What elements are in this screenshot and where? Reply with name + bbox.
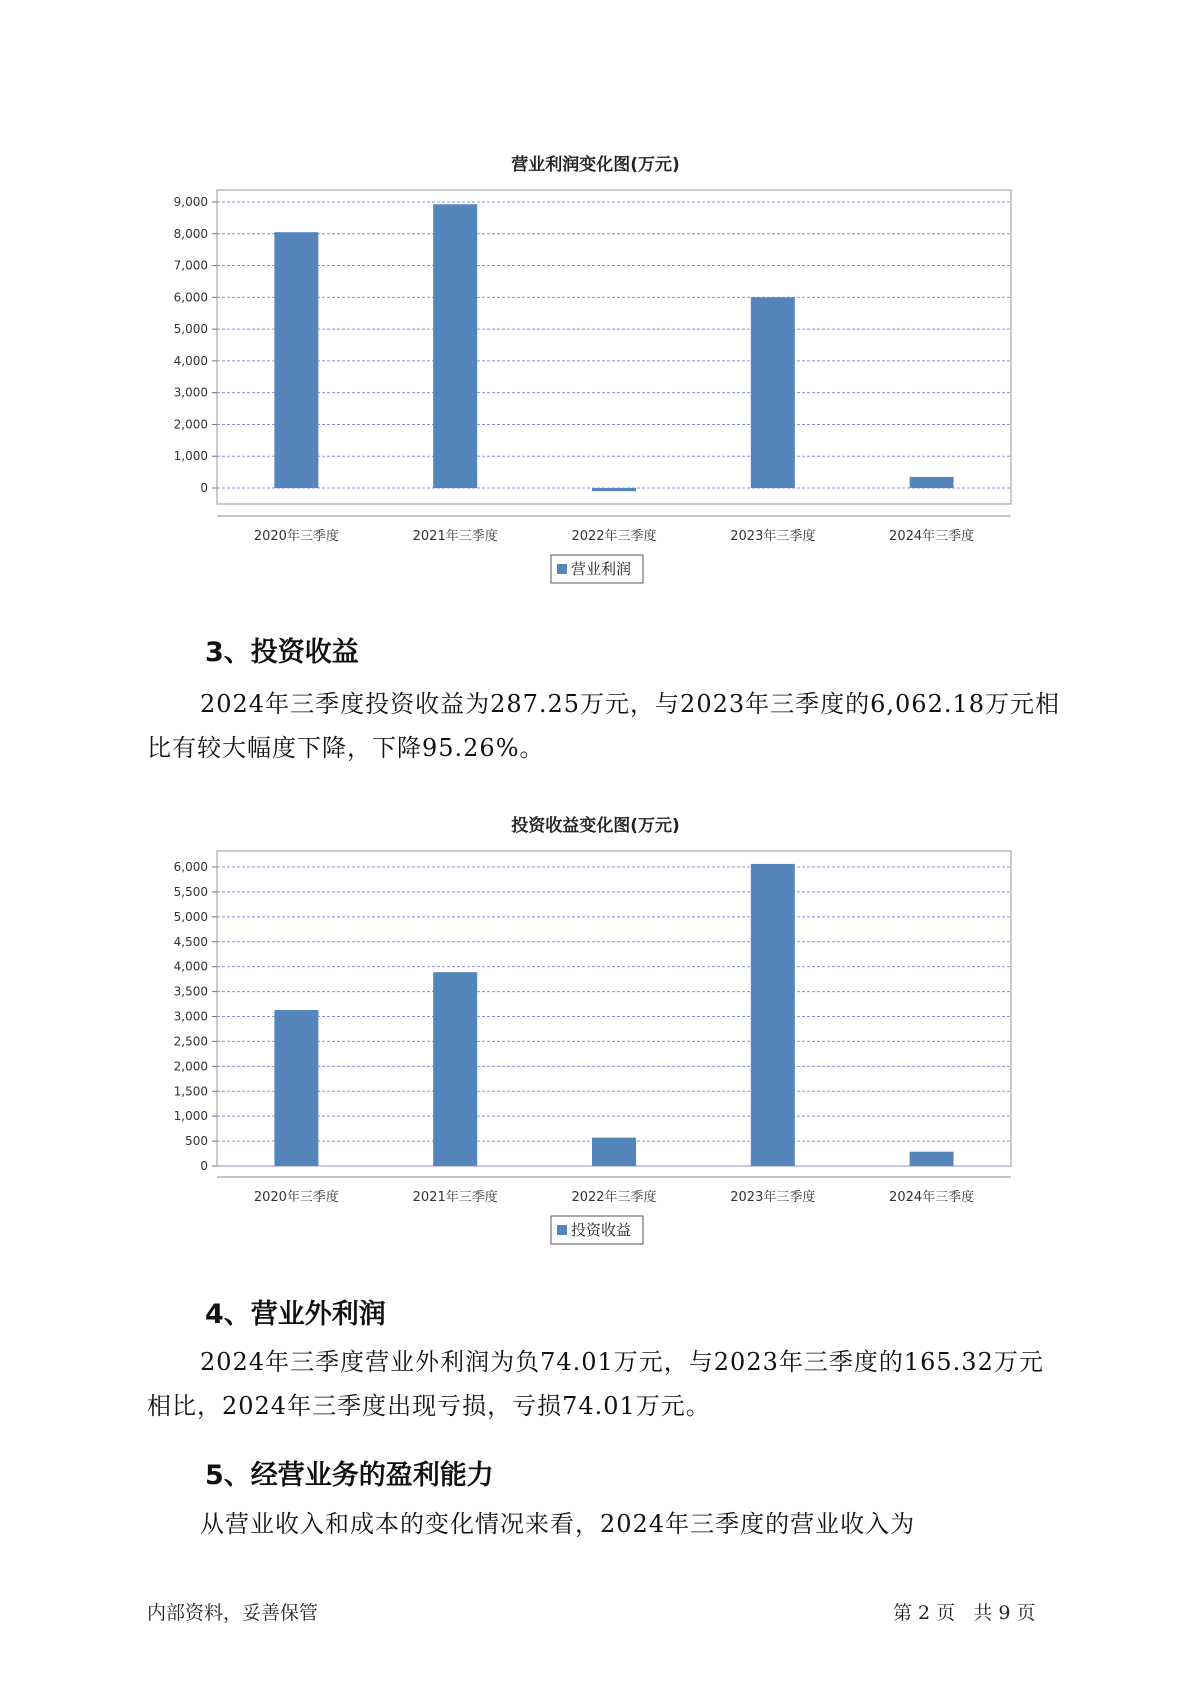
- y-tick-label: 4,000: [173, 353, 208, 368]
- y-tick-label: 6,000: [173, 290, 208, 305]
- x-tick-label: 2021年三季度: [412, 529, 498, 544]
- x-tick-label: 2020年三季度: [253, 529, 339, 544]
- bar: [910, 1152, 954, 1166]
- y-tick-label: 1,500: [173, 1084, 208, 1099]
- section-5-paragraph: 从营业收入和成本的变化情况来看，2024年三季度的营业收入为: [200, 1510, 916, 1538]
- y-tick-label: 3,000: [173, 385, 208, 400]
- y-tick-label: 3,000: [173, 1009, 208, 1024]
- footer-page-number: 第 2 页 共 9 页: [893, 1602, 1036, 1624]
- legend-label: 投资收益: [571, 1221, 632, 1239]
- y-tick-label: 5,500: [173, 884, 208, 899]
- y-tick-label: 9,000: [173, 195, 208, 209]
- bar: [592, 1138, 636, 1166]
- x-tick-label: 2023年三季度: [730, 1190, 816, 1205]
- section-3-paragraph: 2024年三季度投资收益为287.25万元，与2023年三季度的6,062.18万元相比有较大幅度下降，下降95.26%。: [147, 690, 1061, 762]
- section-4-heading: 4、营业外利润: [205, 1299, 386, 1330]
- y-tick-label: 3,500: [173, 984, 208, 999]
- x-tick-label: 2023年三季度: [730, 529, 816, 544]
- bar: [751, 864, 795, 1166]
- chart-2-title: 投资收益变化图(万元): [511, 816, 680, 836]
- y-tick-label: 2,000: [173, 1059, 208, 1074]
- legend-label: 营业利润: [571, 560, 632, 578]
- y-tick-label: 2,500: [173, 1034, 208, 1049]
- y-tick-label: 1,000: [173, 1109, 208, 1124]
- section-4-paragraph: 2024年三季度营业外利润为负74.01万元，与2023年三季度的165.32万元相比，2024年三季度出现亏损，亏损74.01万元。: [147, 1348, 1044, 1420]
- section-3-heading: 3、投资收益: [205, 637, 359, 668]
- y-tick-label: 5,000: [173, 909, 208, 924]
- y-tick-label: 8,000: [173, 226, 208, 241]
- legend-swatch: [557, 1225, 567, 1235]
- x-tick-label: 2021年三季度: [412, 1190, 498, 1205]
- footer-confidential-note: 内部资料，妥善保管: [147, 1602, 319, 1624]
- x-tick-label: 2024年三季度: [889, 1190, 975, 1205]
- y-tick-label: 6,000: [173, 860, 208, 874]
- y-tick-label: 5,000: [173, 322, 208, 337]
- y-tick-label: 4,500: [173, 934, 208, 949]
- chart-1-title: 营业利润变化图(万元): [511, 155, 680, 175]
- y-tick-label: 0: [200, 481, 208, 495]
- bar: [274, 1010, 318, 1166]
- y-tick-label: 500: [185, 1134, 208, 1149]
- plot-area: [217, 851, 1011, 1166]
- y-tick-label: 7,000: [173, 258, 208, 273]
- x-tick-label: 2022年三季度: [571, 1190, 657, 1205]
- y-tick-label: 0: [200, 1159, 208, 1173]
- bar: [433, 972, 477, 1166]
- section-5-heading: 5、经营业务的盈利能力: [205, 1460, 494, 1491]
- x-tick-label: 2022年三季度: [571, 529, 657, 544]
- x-tick-label: 2024年三季度: [889, 529, 975, 544]
- x-tick-label: 2020年三季度: [253, 1190, 339, 1205]
- y-tick-label: 1,000: [173, 449, 208, 464]
- y-tick-label: 4,000: [173, 959, 208, 974]
- y-tick-label: 2,000: [173, 417, 208, 432]
